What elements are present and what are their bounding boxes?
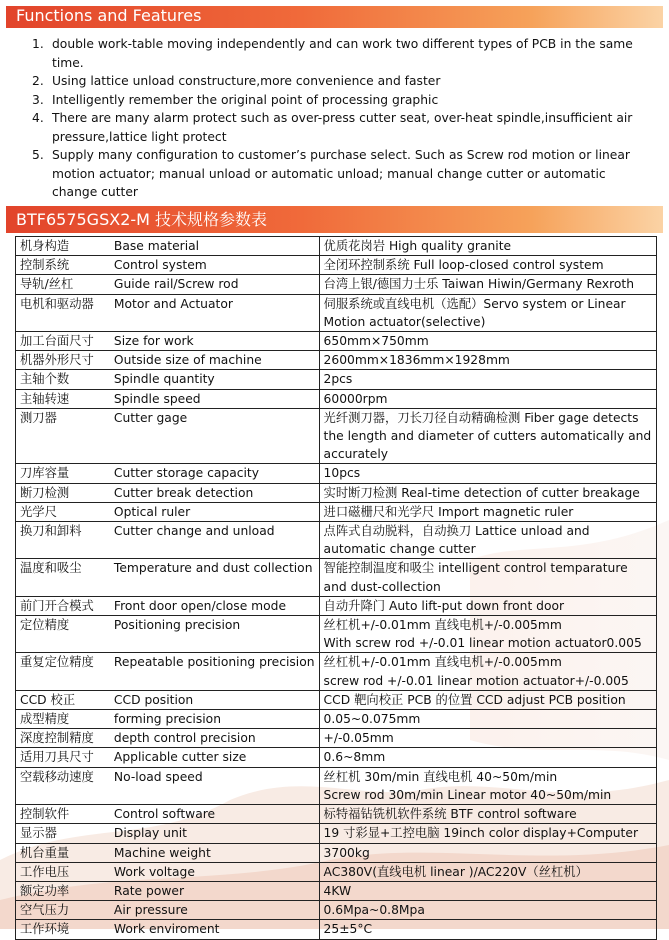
spec-label-cell [16, 275, 320, 294]
spec-label-cell [16, 332, 320, 351]
spec-value: 进口磁栅尺和光学尺 Import magnetic ruler [323, 504, 574, 519]
spec-label-zh: 工作电压 [20, 864, 70, 879]
spec-label-zh: 机台重量 [20, 845, 70, 860]
spec-label-cell [16, 237, 320, 256]
spec-value: 自动升降门 Auto lift-put down front door [323, 598, 565, 613]
table-row [16, 332, 657, 351]
spec-value: 全闭环控制系统 Full loop-closed control system [323, 258, 604, 273]
spec-label-cell [16, 710, 320, 729]
spec-label-en: Front door open/close mode [113, 598, 287, 613]
feature-item: 5. Supply many configuration to customer’s purchase select. Such as Screw rod motion or linear motion actuator; manual unload or automatic unload; manual change cutter or automatic change cutter [32, 148, 630, 199]
spec-label-cell [16, 901, 320, 920]
table-row [16, 389, 657, 408]
spec-value-cell [319, 389, 656, 408]
spec-value: 标特福钻铣机软件系统 BTF control software [323, 807, 577, 822]
spec-label-zh: 主轴转速 [20, 391, 70, 406]
spec-label-zh: 定位精度 [20, 618, 70, 633]
table-row [16, 862, 657, 881]
table-row [16, 596, 657, 615]
features-header: Functions and Features [6, 6, 663, 28]
spec-label-cell [16, 294, 320, 331]
table-row [16, 843, 657, 862]
spec-label-cell [16, 862, 320, 881]
spec-value-line2: screw rod +/-0.01 linear motion actuator+/-0.005 [323, 673, 629, 688]
table-row [16, 729, 657, 748]
spec-label-en: Cutter gage [113, 410, 188, 425]
table-row [16, 237, 657, 256]
spec-label-cell [16, 483, 320, 502]
spec-value: AC380V(直线电机 linear )/AC220V（丝杠机） [323, 864, 588, 879]
spec-label-cell [16, 389, 320, 408]
spec-label-zh: 前门开合模式 [20, 598, 94, 613]
spec-label-zh: 工作环境 [20, 922, 70, 937]
spec-value: 2600mm×1836mm×1928mm [323, 353, 510, 368]
spec-value-cell [319, 275, 656, 294]
spec-value: 0.6Mpa~0.8Mpa [323, 903, 425, 918]
spec-value: 丝杠机+/-0.01mm 直线电机+/-0.005mm [323, 655, 562, 670]
spec-value-cell [319, 653, 656, 690]
spec-label-en: Machine weight [113, 845, 211, 860]
spec-label-en: Spindle speed [113, 391, 201, 406]
spec-label-cell [16, 502, 320, 521]
spec-label-zh: 光学尺 [20, 504, 57, 519]
spec-label-en: Control software [113, 807, 216, 822]
feature-item: 2. Using lattice unload constructure,more convenience and faster [32, 74, 441, 88]
spec-label-en: Positioning precision [113, 618, 241, 633]
spec-label-en: Guide rail/Screw rod [113, 277, 239, 292]
spec-label-zh: 温度和吸尘 [20, 561, 82, 576]
spec-value-cell [319, 881, 656, 900]
spec-value: 0.05~0.075mm [323, 712, 421, 727]
spec-value-cell [319, 616, 656, 653]
feature-item: 4. There are many alarm protect such as over-press cutter seat, over-heat spindle,insufficient air pressure,lattice light protect [32, 111, 633, 144]
spec-value: 650mm×750mm [323, 334, 429, 349]
spec-value-cell [319, 464, 656, 483]
spec-label-cell [16, 559, 320, 596]
features-list [14, 35, 639, 202]
spec-value-cell [319, 690, 656, 709]
spec-value: 0.6~8mm [323, 750, 386, 765]
spec-label-en: Display unit [113, 826, 187, 841]
spec-value-cell [319, 862, 656, 881]
feature-item: 3. Intelligently remember the original point of processing graphic [32, 92, 439, 107]
spec-label-en: Control system [113, 258, 207, 273]
spec-label-zh: 主轴个数 [20, 372, 70, 387]
feature-item: 1. double work-table moving independently and can work two different types of PCB in the same time. [32, 37, 633, 70]
spec-label-zh: 机身构造 [20, 239, 70, 253]
spec-label-en: Work enviroment [113, 922, 220, 937]
spec-label-cell [16, 464, 320, 483]
spec-label-cell [16, 596, 320, 615]
spec-value-cell [319, 370, 656, 389]
spec-label-en: Temperature and dust collection [113, 561, 313, 576]
spec-value-line2: Screw rod 30m/min Linear motor 40~50m/min [323, 787, 612, 802]
spec-label-zh: 显示器 [20, 826, 57, 841]
table-row [16, 464, 657, 483]
spec-label-en: Motor and Actuator [113, 296, 233, 311]
spec-value: 实时断刀检测 Real-time detection of cutter breakage [323, 485, 640, 500]
spec-value: 光纤测刀器，刀长刀径自动精确检测 Fiber gage detects the length and diameter of cutters automatically and accurately [323, 410, 652, 462]
spec-label-cell [16, 370, 320, 389]
spec-value: CCD 靶向校正 PCB 的位置 CCD adjust PCB position [323, 692, 626, 707]
table-row [16, 275, 657, 294]
spec-label-zh: 控制系统 [20, 258, 70, 273]
spec-value: 60000rpm [323, 391, 388, 406]
spec-value: 3700kg [323, 845, 370, 860]
spec-label-cell [16, 729, 320, 748]
spec-value: 丝杠机 30m/min 直线电机 40~50m/min [323, 769, 558, 784]
spec-value: 10pcs [323, 466, 361, 481]
spec-label-en: Cutter storage capacity [113, 466, 260, 481]
spec-label-zh: 机器外形尺寸 [20, 353, 94, 368]
spec-label-cell [16, 767, 320, 804]
spec-label-zh: 空气压力 [20, 903, 70, 918]
spec-value-cell [319, 294, 656, 331]
spec-value-cell [319, 522, 656, 559]
spec-value: 2pcs [323, 372, 353, 387]
spec-value-cell [319, 748, 656, 767]
spec-value: 25±5°C [323, 922, 373, 937]
spec-label-en: Optical ruler [113, 504, 191, 519]
spec-label-zh: 测刀器 [20, 410, 57, 425]
spec-value-cell [319, 256, 656, 275]
spec-label-en: Cutter break detection [113, 485, 254, 500]
table-row [16, 710, 657, 729]
spec-label-zh: 导轨/丝杠 [20, 277, 74, 292]
table-row [16, 767, 657, 804]
spec-label-en: No-load speed [113, 769, 203, 784]
spec-label-zh: 空载移动速度 [20, 769, 94, 784]
spec-label-zh: 控制软件 [20, 807, 70, 822]
table-row [16, 483, 657, 502]
spec-label-cell [16, 690, 320, 709]
spec-label-en: depth control precision [113, 731, 256, 746]
table-row [16, 256, 657, 275]
spec-label-zh: 断刀检测 [20, 485, 70, 500]
spec-value: 伺服系统或直线电机（选配）Servo system or Linear Motion actuator(selective) [323, 296, 626, 329]
spec-label-zh: 额定功率 [20, 883, 70, 898]
table-row [16, 370, 657, 389]
spec-label-cell [16, 522, 320, 559]
spec-value-cell [319, 332, 656, 351]
table-row [16, 522, 657, 559]
spec-label-zh: 换刀和卸料 [20, 524, 82, 539]
table-row [16, 616, 657, 653]
table-row [16, 748, 657, 767]
spec-value: 点阵式自动脱料，自动换刀 Lattice unload and automatic change cutter [323, 524, 590, 557]
spec-value-cell [319, 596, 656, 615]
spec-value-cell [319, 843, 656, 862]
spec-label-en: Repeatable positioning precision [113, 655, 315, 670]
spec-table-header: BTF6575GSX2-M 技术规格参数表 [6, 206, 663, 233]
spec-value-cell [319, 710, 656, 729]
spec-label-zh: 适用刀具尺寸 [20, 750, 94, 765]
spec-label-en: Applicable cutter size [113, 750, 247, 765]
spec-label-en: Cutter change and unload [113, 524, 275, 539]
spec-label-cell [16, 351, 320, 370]
spec-value-cell [319, 351, 656, 370]
spec-label-en: forming precision [113, 712, 221, 727]
spec-label-zh: 加工台面尺寸 [20, 334, 94, 349]
spec-label-en: Outside size of machine [113, 353, 262, 368]
spec-label-en: Size for work [113, 334, 194, 349]
table-row [16, 653, 657, 690]
table-row [16, 881, 657, 900]
spec-value-cell [319, 824, 656, 843]
spec-value: 智能控制温度和吸尘 intelligent control temparature and dust-collection [323, 561, 628, 594]
spec-value: 台湾上银/德国力士乐 Taiwan Hiwin/Germany Rexroth [323, 277, 635, 292]
spec-label-zh: 电机和驱动器 [20, 296, 94, 311]
spec-value-cell [319, 483, 656, 502]
table-row [16, 805, 657, 824]
table-row [16, 502, 657, 521]
spec-value-cell [319, 805, 656, 824]
spec-label-cell [16, 616, 320, 653]
spec-value-cell [319, 920, 656, 939]
spec-value: 丝杠机+/-0.01mm 直线电机+/-0.005mm [323, 618, 562, 633]
spec-label-zh: CCD 校正 [20, 692, 76, 707]
spec-value-cell [319, 767, 656, 804]
spec-value-cell [319, 408, 656, 464]
spec-label-cell [16, 653, 320, 690]
spec-label-zh: 成型精度 [20, 712, 70, 727]
spec-label-cell [16, 881, 320, 900]
spec-label-cell [16, 805, 320, 824]
spec-label-cell [16, 920, 320, 939]
spec-label-en: Work voltage [113, 864, 195, 879]
table-row [16, 408, 657, 464]
spec-label-zh: 重复定位精度 [20, 655, 94, 670]
spec-value-cell [319, 502, 656, 521]
spec-label-cell [16, 408, 320, 464]
spec-label-en: Rate power [113, 883, 185, 898]
table-row [16, 901, 657, 920]
spec-label-cell [16, 824, 320, 843]
spec-label-zh: 刀库容量 [20, 466, 70, 481]
table-row [16, 920, 657, 939]
spec-value: 19 寸彩显+工控电脑 19inch color display+Computer [323, 826, 639, 841]
spec-value-cell [319, 237, 656, 256]
spec-value-cell [319, 559, 656, 596]
spec-label-en: Spindle quantity [113, 372, 215, 387]
spec-label-cell [16, 843, 320, 862]
spec-label-zh: 深度控制精度 [20, 731, 94, 746]
spec-value: +/-0.05mm [323, 731, 394, 746]
spec-value-line2: With screw rod +/-0.01 linear motion actuator0.005 [323, 636, 642, 651]
spec-label-en: Base material [113, 239, 200, 253]
spec-label-cell [16, 256, 320, 275]
spec-value-cell [319, 729, 656, 748]
table-row [16, 559, 657, 596]
spec-table [15, 236, 657, 940]
spec-label-en: CCD position [113, 692, 194, 707]
table-row [16, 351, 657, 370]
spec-label-cell [16, 748, 320, 767]
table-row [16, 824, 657, 843]
spec-value: 优质花岗岩 High quality granite [323, 239, 512, 253]
spec-value: 4KW [323, 883, 352, 898]
table-row [16, 690, 657, 709]
spec-label-en: Air pressure [113, 903, 188, 918]
spec-value-cell [319, 901, 656, 920]
table-row [16, 294, 657, 331]
